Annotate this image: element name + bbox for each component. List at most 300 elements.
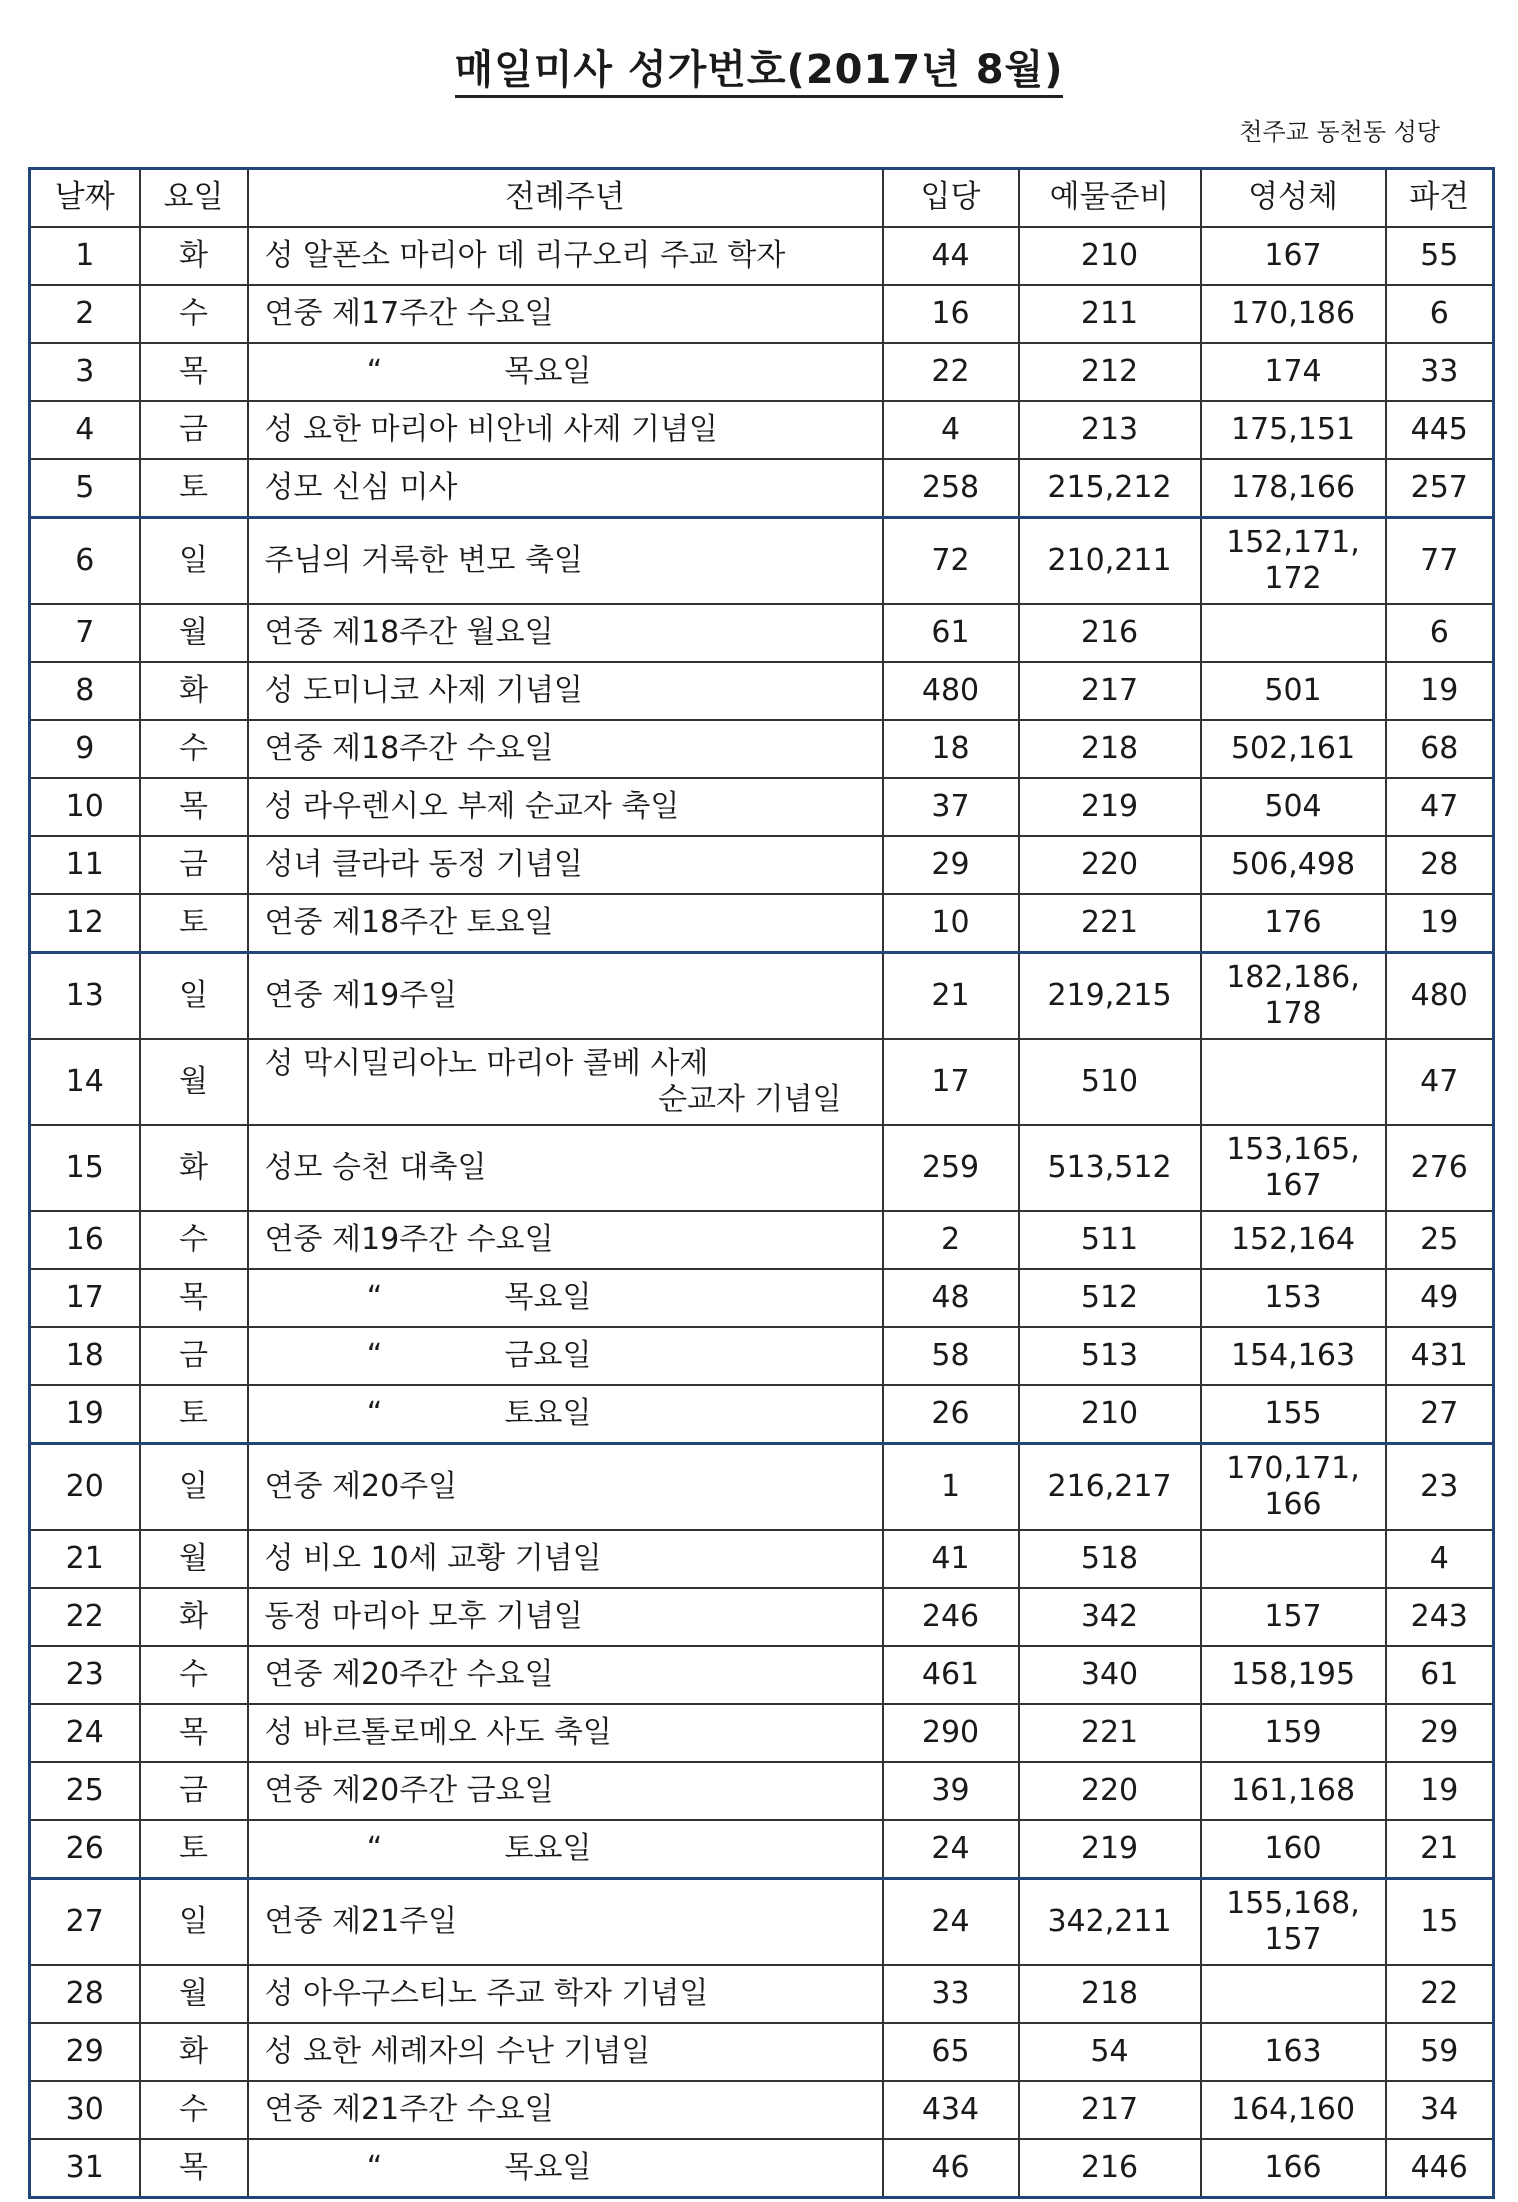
organization-name: 천주교 동천동 성당 (1239, 118, 1440, 146)
cell-offertory: 218 (1019, 1965, 1201, 2023)
cell-communion (1201, 1704, 1386, 1762)
cell-entrance: 24 (883, 1820, 1019, 1879)
cell-communion (1201, 1646, 1386, 1704)
ditto-mark: “ (366, 1280, 383, 1315)
liturgy-text: 연중 제20주간 금요일 (264, 1773, 554, 1808)
communion-line2: 167 (1264, 1168, 1322, 1203)
cell-dismissal: 23 (1386, 1444, 1494, 1531)
cell-entrance: 434 (883, 2081, 1019, 2139)
cell-day: 금 (140, 1327, 248, 1385)
liturgy-text: 성모 신심 미사 (264, 470, 458, 505)
cell-entrance: 65 (883, 2023, 1019, 2081)
liturgy-text: 주님의 거룩한 변모 축일 (264, 543, 583, 578)
liturgy-text: 성 도미니코 사제 기념일 (264, 673, 583, 708)
header-dismissal: 파견 (1386, 169, 1494, 228)
table-row (30, 1444, 1494, 1531)
cell-communion (1201, 1039, 1386, 1125)
cell-day: 토 (140, 459, 248, 518)
communion-line1: 175,151 (1230, 412, 1356, 447)
cell-date: 28 (30, 1965, 140, 2023)
cell-liturgy (248, 459, 883, 518)
cell-date: 16 (30, 1211, 140, 1269)
liturgy-text: 연중 제21주일 (264, 1904, 458, 1939)
cell-liturgy (248, 1530, 883, 1588)
cell-day: 일 (140, 1444, 248, 1531)
cell-day: 목 (140, 778, 248, 836)
cell-communion (1201, 836, 1386, 894)
communion-line2: 157 (1264, 1922, 1322, 1957)
cell-date: 8 (30, 662, 140, 720)
cell-entrance: 29 (883, 836, 1019, 894)
cell-offertory: 215,212 (1019, 459, 1201, 518)
communion-line1: 178,166 (1230, 470, 1356, 505)
table-row (30, 1269, 1494, 1327)
table-row (30, 518, 1494, 605)
cell-entrance: 48 (883, 1269, 1019, 1327)
cell-day: 수 (140, 1211, 248, 1269)
cell-liturgy (248, 1820, 883, 1879)
communion-line2: 172 (1264, 561, 1322, 596)
cell-entrance: 22 (883, 343, 1019, 401)
communion-line1: 153,165, (1226, 1132, 1360, 1167)
table-row (30, 1704, 1494, 1762)
cell-day: 금 (140, 1762, 248, 1820)
cell-entrance: 17 (883, 1039, 1019, 1125)
cell-dismissal: 55 (1386, 227, 1494, 285)
cell-communion (1201, 1327, 1386, 1385)
table-header-row (30, 169, 1494, 228)
header-date: 날짜 (30, 169, 140, 228)
liturgy-text: 성 바르톨로메오 사도 축일 (264, 1715, 612, 1750)
cell-liturgy (248, 1762, 883, 1820)
cell-dismissal: 29 (1386, 1704, 1494, 1762)
cell-liturgy (248, 1965, 883, 2023)
cell-liturgy (248, 836, 883, 894)
cell-date: 14 (30, 1039, 140, 1125)
cell-day: 목 (140, 1704, 248, 1762)
liturgy-text: 목요일 (504, 1280, 592, 1315)
liturgy-text: 연중 제17주간 수요일 (264, 296, 554, 331)
communion-line1: 170,171, (1226, 1451, 1360, 1486)
table-row (30, 227, 1494, 285)
cell-offertory: 54 (1019, 2023, 1201, 2081)
cell-offertory: 510 (1019, 1039, 1201, 1125)
cell-date: 20 (30, 1444, 140, 1531)
cell-dismissal: 431 (1386, 1327, 1494, 1385)
cell-dismissal: 22 (1386, 1965, 1494, 2023)
table-row (30, 1039, 1494, 1125)
cell-liturgy (248, 2081, 883, 2139)
cell-date: 4 (30, 401, 140, 459)
cell-date: 3 (30, 343, 140, 401)
cell-entrance: 41 (883, 1530, 1019, 1588)
cell-liturgy (248, 1588, 883, 1646)
cell-dismissal: 257 (1386, 459, 1494, 518)
cell-communion (1201, 894, 1386, 953)
header-entrance: 입당 (883, 169, 1019, 228)
cell-communion (1201, 459, 1386, 518)
table-row (30, 1762, 1494, 1820)
table-row (30, 1125, 1494, 1211)
cell-offertory: 512 (1019, 1269, 1201, 1327)
cell-day: 월 (140, 1039, 248, 1125)
cell-dismissal: 19 (1386, 894, 1494, 953)
cell-date: 30 (30, 2081, 140, 2139)
cell-date: 13 (30, 953, 140, 1040)
cell-liturgy (248, 401, 883, 459)
cell-liturgy (248, 343, 883, 401)
table-row (30, 343, 1494, 401)
communion-line1: 157 (1264, 1599, 1322, 1634)
cell-entrance: 461 (883, 1646, 1019, 1704)
table-row (30, 1385, 1494, 1444)
cell-day: 수 (140, 285, 248, 343)
cell-day: 수 (140, 720, 248, 778)
cell-offertory: 219 (1019, 778, 1201, 836)
cell-liturgy (248, 662, 883, 720)
communion-line1: 159 (1264, 1715, 1322, 1750)
cell-dismissal: 28 (1386, 836, 1494, 894)
cell-liturgy (248, 720, 883, 778)
table-row (30, 953, 1494, 1040)
ditto-mark: “ (366, 1338, 383, 1373)
communion-line1: 155,168, (1226, 1886, 1360, 1921)
ditto-mark: “ (366, 354, 383, 389)
communion-line1: 152,171, (1226, 525, 1360, 560)
cell-day: 일 (140, 953, 248, 1040)
cell-liturgy (248, 1444, 883, 1531)
cell-communion (1201, 343, 1386, 401)
communion-line1: 167 (1264, 238, 1322, 273)
cell-communion (1201, 1762, 1386, 1820)
cell-entrance: 259 (883, 1125, 1019, 1211)
cell-liturgy (248, 1039, 883, 1125)
cell-offertory: 219,215 (1019, 953, 1201, 1040)
cell-offertory: 211 (1019, 285, 1201, 343)
cell-date: 7 (30, 604, 140, 662)
cell-date: 2 (30, 285, 140, 343)
liturgy-text: 성 아우구스티노 주교 학자 기념일 (264, 1976, 709, 2011)
cell-communion (1201, 518, 1386, 605)
cell-date: 21 (30, 1530, 140, 1588)
table-row (30, 836, 1494, 894)
cell-entrance: 246 (883, 1588, 1019, 1646)
cell-communion (1201, 1965, 1386, 2023)
hymn-number-table (28, 167, 1495, 2199)
cell-entrance: 39 (883, 1762, 1019, 1820)
cell-day: 목 (140, 343, 248, 401)
liturgy-text: 성 막시밀리아노 마리아 콜베 사제 (264, 1046, 709, 1081)
header-offertory: 예물준비 (1019, 169, 1201, 228)
page-title (0, 38, 1518, 95)
cell-dismissal: 25 (1386, 1211, 1494, 1269)
cell-communion (1201, 662, 1386, 720)
table-row (30, 778, 1494, 836)
table-row (30, 1588, 1494, 1646)
cell-dismissal: 480 (1386, 953, 1494, 1040)
liturgy-text: 연중 제20주간 수요일 (264, 1657, 554, 1692)
cell-entrance: 33 (883, 1965, 1019, 2023)
liturgy-text: 연중 제18주간 토요일 (264, 905, 554, 940)
cell-liturgy (248, 227, 883, 285)
liturgy-text: 성 요한 마리아 비안네 사제 기념일 (264, 412, 718, 447)
cell-liturgy (248, 1211, 883, 1269)
communion-line1: 158,195 (1230, 1657, 1356, 1692)
cell-liturgy (248, 894, 883, 953)
header-liturgy: 전례주년 (248, 169, 883, 228)
table-row (30, 1646, 1494, 1704)
cell-communion (1201, 604, 1386, 662)
cell-liturgy (248, 1385, 883, 1444)
cell-liturgy (248, 1704, 883, 1762)
table-body (30, 227, 1494, 2198)
table-row (30, 894, 1494, 953)
cell-liturgy (248, 1646, 883, 1704)
cell-liturgy (248, 518, 883, 605)
cell-offertory: 513,512 (1019, 1125, 1201, 1211)
cell-communion (1201, 953, 1386, 1040)
liturgy-text: 연중 제18주간 월요일 (264, 615, 554, 650)
table-row (30, 2081, 1494, 2139)
cell-date: 29 (30, 2023, 140, 2081)
cell-day: 토 (140, 1820, 248, 1879)
cell-day: 월 (140, 1965, 248, 2023)
cell-liturgy (248, 285, 883, 343)
cell-dismissal: 445 (1386, 401, 1494, 459)
liturgy-text: 연중 제19주간 수요일 (264, 1222, 554, 1257)
cell-entrance: 258 (883, 459, 1019, 518)
communion-line1: 506,498 (1230, 847, 1356, 882)
cell-day: 화 (140, 227, 248, 285)
cell-day: 금 (140, 836, 248, 894)
cell-dismissal: 59 (1386, 2023, 1494, 2081)
header-communion: 영성체 (1201, 169, 1386, 228)
cell-entrance: 61 (883, 604, 1019, 662)
cell-entrance: 290 (883, 1704, 1019, 1762)
cell-offertory: 210 (1019, 1385, 1201, 1444)
cell-day: 화 (140, 662, 248, 720)
communion-line1: 182,186, (1226, 960, 1360, 995)
cell-communion (1201, 401, 1386, 459)
cell-communion (1201, 2139, 1386, 2198)
cell-date: 24 (30, 1704, 140, 1762)
cell-entrance: 18 (883, 720, 1019, 778)
cell-dismissal: 6 (1386, 604, 1494, 662)
communion-line1: 501 (1264, 673, 1322, 708)
communion-line1: 166 (1264, 2150, 1322, 2185)
cell-dismissal: 6 (1386, 285, 1494, 343)
cell-entrance: 58 (883, 1327, 1019, 1385)
cell-communion (1201, 227, 1386, 285)
cell-offertory: 212 (1019, 343, 1201, 401)
cell-liturgy (248, 1125, 883, 1211)
cell-communion (1201, 778, 1386, 836)
cell-entrance: 26 (883, 1385, 1019, 1444)
cell-date: 22 (30, 1588, 140, 1646)
communion-line1: 174 (1264, 354, 1322, 389)
cell-communion (1201, 1879, 1386, 1966)
liturgy-text-line2: 순교자 기념일 (658, 1082, 842, 1117)
cell-dismissal: 446 (1386, 2139, 1494, 2198)
cell-liturgy (248, 1269, 883, 1327)
cell-entrance: 480 (883, 662, 1019, 720)
cell-date: 17 (30, 1269, 140, 1327)
cell-dismissal: 15 (1386, 1879, 1494, 1966)
cell-communion (1201, 1820, 1386, 1879)
cell-date: 5 (30, 459, 140, 518)
liturgy-text: 성녀 클라라 동정 기념일 (264, 847, 583, 882)
cell-entrance: 1 (883, 1444, 1019, 1531)
cell-day: 화 (140, 1125, 248, 1211)
cell-date: 6 (30, 518, 140, 605)
cell-dismissal: 19 (1386, 662, 1494, 720)
liturgy-text: 목요일 (504, 2150, 592, 2185)
cell-communion (1201, 1530, 1386, 1588)
cell-day: 수 (140, 2081, 248, 2139)
cell-date: 10 (30, 778, 140, 836)
cell-entrance: 44 (883, 227, 1019, 285)
cell-offertory: 511 (1019, 1211, 1201, 1269)
cell-date: 19 (30, 1385, 140, 1444)
cell-entrance: 2 (883, 1211, 1019, 1269)
cell-offertory: 213 (1019, 401, 1201, 459)
cell-communion (1201, 1588, 1386, 1646)
cell-day: 화 (140, 2023, 248, 2081)
cell-day: 목 (140, 2139, 248, 2198)
cell-date: 9 (30, 720, 140, 778)
cell-liturgy (248, 1879, 883, 1966)
cell-date: 25 (30, 1762, 140, 1820)
ditto-mark: “ (366, 2150, 383, 2185)
cell-offertory: 216,217 (1019, 1444, 1201, 1531)
liturgy-text: 연중 제19주일 (264, 978, 458, 1013)
cell-offertory: 216 (1019, 2139, 1201, 2198)
cell-day: 토 (140, 1385, 248, 1444)
communion-line1: 504 (1264, 789, 1322, 824)
cell-dismissal: 68 (1386, 720, 1494, 778)
cell-dismissal: 243 (1386, 1588, 1494, 1646)
cell-communion (1201, 1211, 1386, 1269)
cell-offertory: 221 (1019, 1704, 1201, 1762)
communion-line1: 152,164 (1230, 1222, 1356, 1257)
cell-liturgy (248, 2139, 883, 2198)
communion-line1: 155 (1264, 1396, 1322, 1431)
cell-liturgy (248, 778, 883, 836)
cell-dismissal: 276 (1386, 1125, 1494, 1211)
cell-date: 1 (30, 227, 140, 285)
table-row (30, 604, 1494, 662)
table-row (30, 1211, 1494, 1269)
communion-line2: 178 (1264, 996, 1322, 1031)
liturgy-text: 금요일 (504, 1338, 592, 1373)
cell-offertory: 513 (1019, 1327, 1201, 1385)
cell-communion (1201, 720, 1386, 778)
cell-dismissal: 27 (1386, 1385, 1494, 1444)
cell-date: 15 (30, 1125, 140, 1211)
table-row (30, 401, 1494, 459)
communion-line1: 502,161 (1230, 731, 1356, 766)
communion-line1: 176 (1264, 905, 1322, 940)
cell-day: 월 (140, 604, 248, 662)
liturgy-text: 연중 제20주일 (264, 1469, 458, 1504)
table-row (30, 720, 1494, 778)
table-row (30, 2139, 1494, 2198)
cell-offertory: 221 (1019, 894, 1201, 953)
communion-line1: 160 (1264, 1831, 1322, 1866)
cell-date: 18 (30, 1327, 140, 1385)
cell-day: 일 (140, 1879, 248, 1966)
cell-dismissal: 19 (1386, 1762, 1494, 1820)
cell-day: 토 (140, 894, 248, 953)
liturgy-text: 성모 승천 대축일 (264, 1150, 487, 1185)
liturgy-text: 동정 마리아 모후 기념일 (264, 1599, 583, 1634)
cell-date: 12 (30, 894, 140, 953)
cell-dismissal: 61 (1386, 1646, 1494, 1704)
cell-offertory: 518 (1019, 1530, 1201, 1588)
cell-communion (1201, 1385, 1386, 1444)
cell-entrance: 21 (883, 953, 1019, 1040)
table-row (30, 1820, 1494, 1879)
cell-entrance: 37 (883, 778, 1019, 836)
liturgy-text: 토요일 (504, 1831, 592, 1866)
cell-offertory: 220 (1019, 836, 1201, 894)
cell-entrance: 10 (883, 894, 1019, 953)
cell-offertory: 210,211 (1019, 518, 1201, 605)
liturgy-text: 성 요한 세례자의 수난 기념일 (264, 2034, 651, 2069)
cell-offertory: 342,211 (1019, 1879, 1201, 1966)
cell-communion (1201, 1269, 1386, 1327)
cell-offertory: 216 (1019, 604, 1201, 662)
cell-dismissal: 34 (1386, 2081, 1494, 2139)
liturgy-text: 성 비오 10세 교황 기념일 (264, 1541, 602, 1576)
communion-line2: 166 (1264, 1487, 1322, 1522)
cell-entrance: 16 (883, 285, 1019, 343)
communion-line1: 154,163 (1230, 1338, 1356, 1373)
cell-offertory: 220 (1019, 1762, 1201, 1820)
liturgy-text: 연중 제21주간 수요일 (264, 2092, 554, 2127)
cell-offertory: 340 (1019, 1646, 1201, 1704)
cell-communion (1201, 1444, 1386, 1531)
cell-date: 31 (30, 2139, 140, 2198)
cell-dismissal: 77 (1386, 518, 1494, 605)
cell-dismissal: 4 (1386, 1530, 1494, 1588)
cell-dismissal: 47 (1386, 1039, 1494, 1125)
communion-line1: 170,186 (1230, 296, 1356, 331)
cell-entrance: 46 (883, 2139, 1019, 2198)
cell-dismissal: 21 (1386, 1820, 1494, 1879)
cell-dismissal: 33 (1386, 343, 1494, 401)
table-row (30, 1965, 1494, 2023)
cell-date: 11 (30, 836, 140, 894)
cell-day: 일 (140, 518, 248, 605)
cell-date: 27 (30, 1879, 140, 1966)
cell-day: 금 (140, 401, 248, 459)
table-row (30, 285, 1494, 343)
cell-offertory: 217 (1019, 2081, 1201, 2139)
liturgy-text: 연중 제18주간 수요일 (264, 731, 554, 766)
table-row (30, 1879, 1494, 1966)
cell-entrance: 24 (883, 1879, 1019, 1966)
header-day: 요일 (140, 169, 248, 228)
cell-day: 월 (140, 1530, 248, 1588)
cell-offertory: 218 (1019, 720, 1201, 778)
cell-dismissal: 49 (1386, 1269, 1494, 1327)
cell-liturgy (248, 604, 883, 662)
cell-liturgy (248, 953, 883, 1040)
cell-communion (1201, 1125, 1386, 1211)
communion-line1: 153 (1264, 1280, 1322, 1315)
cell-dismissal: 47 (1386, 778, 1494, 836)
